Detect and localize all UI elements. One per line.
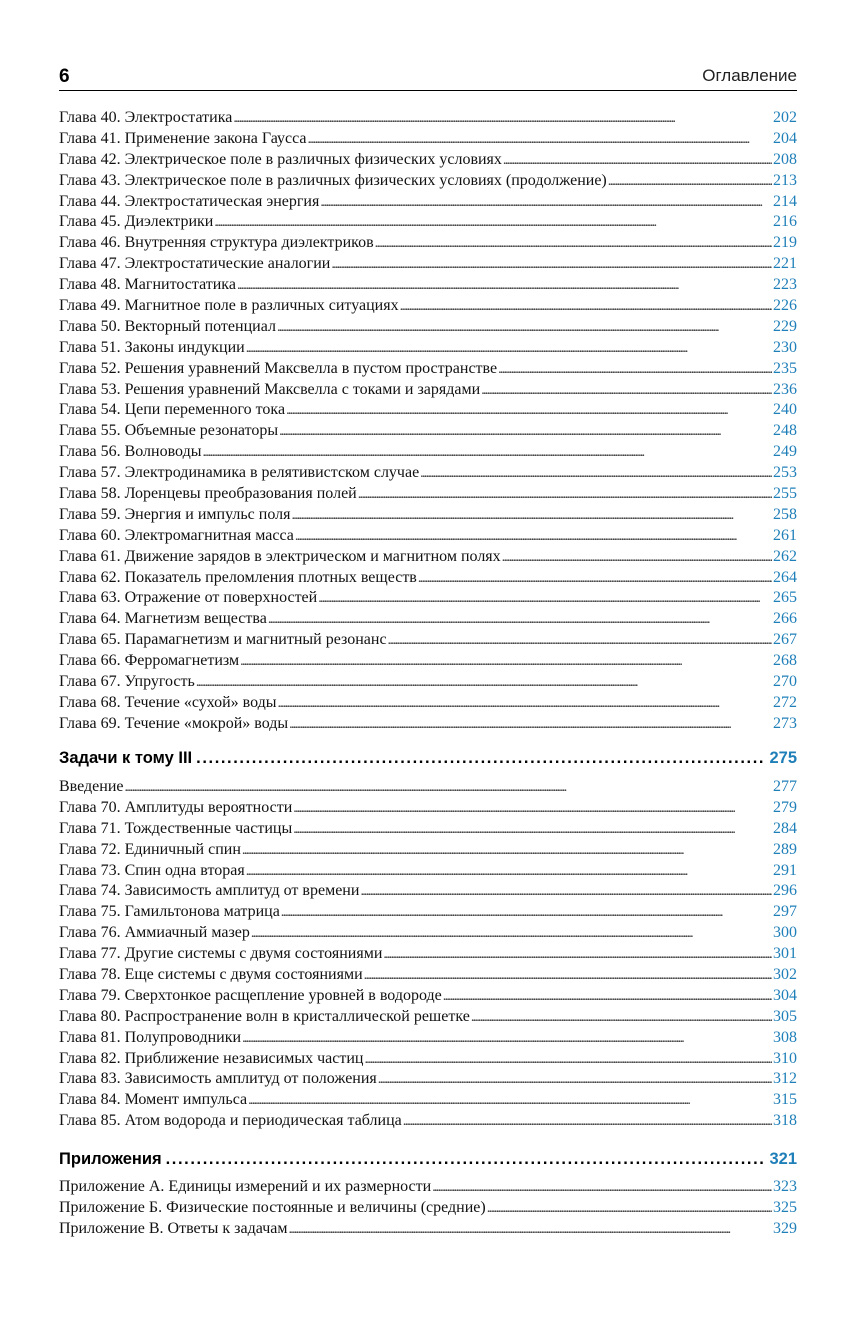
toc-entry[interactable] bbox=[59, 1112, 797, 1133]
toc-entry[interactable] bbox=[59, 109, 797, 130]
toc-entry-title: Глава 76. Аммиачный мазер bbox=[59, 924, 250, 942]
toc-entry[interactable] bbox=[59, 924, 797, 945]
toc-entry-page[interactable]: 262 bbox=[773, 547, 797, 565]
toc-entry[interactable] bbox=[59, 172, 797, 193]
leader-dots bbox=[125, 778, 773, 796]
leader-dots bbox=[400, 297, 772, 315]
toc-entry-page[interactable]: 308 bbox=[773, 1028, 797, 1046]
toc-entry-title: Введение bbox=[59, 778, 124, 795]
toc-entry-title: Глава 42. Электрическое поле в различных физических условиях bbox=[59, 150, 502, 168]
toc-entry[interactable] bbox=[59, 1178, 797, 1199]
toc-entry[interactable] bbox=[59, 255, 797, 276]
leader-dots bbox=[608, 172, 772, 190]
toc-block-chapters-40-69 bbox=[59, 109, 797, 736]
toc-entry[interactable] bbox=[59, 1008, 797, 1029]
toc-entry-page[interactable]: 323 bbox=[773, 1178, 797, 1195]
toc-entry-title: Глава 71. Тождественные частицы bbox=[59, 819, 293, 837]
toc-block-appendices bbox=[59, 1178, 797, 1241]
toc-entry[interactable] bbox=[59, 381, 797, 402]
leader-dots bbox=[432, 1178, 772, 1196]
toc-entry[interactable] bbox=[59, 1050, 797, 1071]
leader-dots bbox=[240, 652, 772, 670]
toc-entry-title: Глава 79. Сверхтонкое расщепление уровней в водороде bbox=[59, 986, 442, 1004]
toc-entry-page[interactable]: 208 bbox=[773, 150, 797, 168]
toc-entry[interactable] bbox=[59, 631, 797, 652]
toc-entry-title: Глава 75. Гамильтонова матрица bbox=[59, 903, 280, 921]
toc-entry[interactable] bbox=[59, 360, 797, 381]
toc-entry-page[interactable]: 214 bbox=[773, 192, 797, 210]
toc-entry-title: Глава 62. Показатель преломления плотных веществ bbox=[59, 568, 417, 586]
toc-entry-title: Глава 59. Энергия и импульс поля bbox=[59, 505, 291, 523]
leader-dots bbox=[214, 213, 772, 231]
toc-entry[interactable] bbox=[59, 401, 797, 422]
toc-entry[interactable] bbox=[59, 966, 797, 987]
toc-entry-title: Глава 67. Упругость bbox=[59, 673, 195, 691]
leader-dots bbox=[295, 527, 772, 545]
toc-entry-page[interactable]: 284 bbox=[773, 819, 797, 837]
leader-dots bbox=[378, 1070, 772, 1088]
leader-dots bbox=[364, 966, 772, 984]
toc-entry-title: Глава 51. Законы индукции bbox=[59, 338, 245, 356]
toc-entry-title: Глава 82. Приближение независимых частиц bbox=[59, 1049, 364, 1067]
leader-dots bbox=[166, 1150, 766, 1169]
toc-entry-title: Глава 52. Решения уравнений Максвелла в пустом пространстве bbox=[59, 359, 498, 377]
leader-dots bbox=[293, 799, 772, 817]
leader-dots bbox=[487, 1199, 772, 1217]
toc-entry[interactable] bbox=[59, 151, 797, 172]
leader-dots bbox=[278, 694, 772, 712]
leader-dots bbox=[242, 841, 772, 859]
toc-entry-page[interactable]: 221 bbox=[773, 255, 797, 273]
toc-entry[interactable] bbox=[59, 485, 797, 506]
leader-dots bbox=[388, 631, 772, 649]
leader-dots bbox=[277, 318, 772, 336]
leader-dots bbox=[331, 255, 772, 273]
leader-dots bbox=[291, 506, 772, 524]
toc-entry-title: Глава 80. Распространение волн в кристаллической решетке bbox=[59, 1007, 470, 1025]
leader-dots bbox=[418, 569, 772, 587]
toc-entry-title: Глава 73. Спин одна вторая bbox=[59, 861, 245, 879]
toc-entry[interactable] bbox=[59, 945, 797, 966]
leader-dots bbox=[293, 820, 772, 838]
toc-entry-title: Глава 77. Другие системы с двумя состояниями bbox=[59, 945, 383, 963]
leader-dots bbox=[471, 1008, 772, 1026]
toc-entry[interactable] bbox=[59, 318, 797, 339]
toc-entry-title: Глава 60. Электромагнитная масса bbox=[59, 526, 294, 544]
toc-entry[interactable] bbox=[59, 1220, 797, 1241]
toc-entry-title: Глава 78. Еще системы с двумя состояниями bbox=[59, 966, 363, 984]
toc-entry-page[interactable]: 279 bbox=[773, 798, 797, 816]
toc-entry[interactable] bbox=[59, 276, 797, 297]
toc-entry-title: Глава 46. Внутренняя структура диэлектриков bbox=[59, 234, 374, 252]
toc-entry-title: Глава 41. Применение закона Гаусса bbox=[59, 129, 307, 147]
toc-entry-page[interactable]: 318 bbox=[773, 1112, 797, 1130]
toc-entry-title: Глава 50. Векторный потенциал bbox=[59, 317, 276, 335]
toc-entry[interactable] bbox=[59, 862, 797, 883]
toc-entry-title: Глава 74. Зависимость амплитуд от времени bbox=[59, 882, 360, 900]
toc-entry-page[interactable]: 305 bbox=[773, 1007, 797, 1025]
toc-entry-title: Глава 81. Полупроводники bbox=[59, 1028, 242, 1046]
toc-entry-title: Глава 58. Лоренцевы преобразования полей bbox=[59, 485, 357, 503]
toc-entry-page[interactable]: 312 bbox=[773, 1070, 797, 1088]
leader-dots bbox=[375, 234, 772, 252]
leader-dots bbox=[358, 485, 772, 503]
toc-entry-page[interactable]: 273 bbox=[773, 714, 797, 732]
section-heading-title: Задачи к тому III bbox=[59, 749, 193, 767]
leader-dots bbox=[246, 339, 772, 357]
toc-entry-page[interactable]: 258 bbox=[773, 505, 797, 523]
section-heading-title: Приложения bbox=[59, 1150, 162, 1168]
leader-dots bbox=[248, 1091, 772, 1109]
section-heading-page: 275 bbox=[769, 749, 797, 767]
toc-entry-title: Глава 68. Течение «сухой» воды bbox=[59, 693, 277, 711]
toc-entry[interactable] bbox=[59, 213, 797, 234]
section-heading-page: 321 bbox=[769, 1150, 797, 1168]
toc-entry-title: Глава 53. Решения уравнений Максвелла с токами и зарядами bbox=[59, 380, 481, 398]
page-number: 6 bbox=[59, 66, 70, 87]
leader-dots bbox=[246, 862, 772, 880]
toc-entry-page[interactable]: 216 bbox=[773, 213, 797, 231]
toc-entry-page[interactable]: 268 bbox=[773, 652, 797, 670]
leader-dots bbox=[196, 749, 765, 768]
toc-entry-page[interactable]: 267 bbox=[773, 631, 797, 649]
leader-dots bbox=[196, 673, 772, 691]
toc-entry[interactable] bbox=[59, 715, 797, 736]
toc-entry[interactable] bbox=[59, 882, 797, 903]
toc-entry-page[interactable]: 202 bbox=[773, 109, 797, 126]
toc-entry[interactable] bbox=[59, 820, 797, 841]
toc-entry-title: Глава 54. Цепи переменного тока bbox=[59, 401, 286, 419]
toc-entry-page[interactable]: 270 bbox=[773, 673, 797, 691]
toc-entry-page[interactable]: 325 bbox=[773, 1198, 797, 1216]
toc-entry-page[interactable]: 277 bbox=[773, 778, 797, 795]
leader-dots bbox=[360, 882, 772, 900]
toc-block-chapters-70-85 bbox=[59, 778, 797, 1133]
leader-dots bbox=[202, 443, 772, 461]
leader-dots bbox=[443, 987, 772, 1005]
leader-dots bbox=[498, 360, 772, 378]
toc-entry-page[interactable]: 315 bbox=[773, 1091, 797, 1109]
leader-dots bbox=[481, 381, 772, 399]
toc-entry-page[interactable]: 289 bbox=[773, 840, 797, 858]
leader-dots bbox=[237, 276, 772, 294]
toc-entry-page[interactable]: 213 bbox=[773, 171, 797, 189]
toc-entry-title: Глава 63. Отражение от поверхностей bbox=[59, 589, 318, 607]
toc-entry[interactable] bbox=[59, 903, 797, 924]
toc-entry-page[interactable]: 255 bbox=[773, 485, 797, 503]
leader-dots bbox=[383, 945, 772, 963]
toc-entry[interactable] bbox=[59, 799, 797, 820]
toc-entry[interactable] bbox=[59, 339, 797, 360]
toc-entry-page[interactable]: 301 bbox=[773, 945, 797, 963]
toc-entry-title: Глава 61. Движение зарядов в электрическом и магнитном полях bbox=[59, 547, 501, 565]
toc-entry[interactable] bbox=[59, 569, 797, 590]
leader-dots bbox=[320, 193, 772, 211]
toc-entry-title: Глава 83. Зависимость амплитуд от положения bbox=[59, 1070, 377, 1088]
page-header bbox=[59, 64, 797, 91]
toc-entry-page[interactable]: 297 bbox=[773, 903, 797, 921]
toc-entry[interactable] bbox=[59, 1199, 797, 1220]
toc-entry-page[interactable]: 329 bbox=[773, 1219, 797, 1237]
leader-dots bbox=[251, 924, 772, 942]
toc-entry-page[interactable]: 272 bbox=[773, 693, 797, 711]
toc-entry[interactable] bbox=[59, 987, 797, 1008]
toc-entry-page[interactable]: 302 bbox=[773, 966, 797, 984]
toc-entry-title: Приложение В. Ответы к задачам bbox=[59, 1219, 288, 1237]
toc-entry-page[interactable]: 248 bbox=[773, 422, 797, 440]
leader-dots bbox=[286, 401, 772, 419]
leader-dots bbox=[289, 715, 772, 733]
toc-entry-page[interactable]: 264 bbox=[773, 568, 797, 586]
toc-entry-title: Глава 70. Амплитуды вероятности bbox=[59, 798, 293, 816]
toc-entry-page[interactable]: 223 bbox=[773, 276, 797, 294]
toc-entry-page[interactable]: 304 bbox=[773, 986, 797, 1004]
toc-entry[interactable] bbox=[59, 297, 797, 318]
section-heading-appendix[interactable] bbox=[59, 1150, 797, 1169]
toc-entry[interactable] bbox=[59, 506, 797, 527]
toc-entry-page[interactable]: 236 bbox=[773, 380, 797, 398]
toc-entry[interactable] bbox=[59, 422, 797, 443]
leader-dots bbox=[420, 464, 772, 482]
leader-dots bbox=[503, 151, 772, 169]
toc-entry-page[interactable]: 300 bbox=[773, 924, 797, 942]
toc-entry[interactable] bbox=[59, 610, 797, 631]
toc-entry-page[interactable]: 261 bbox=[773, 526, 797, 544]
leader-dots bbox=[268, 610, 772, 628]
leader-dots bbox=[288, 1220, 772, 1238]
toc-entry[interactable] bbox=[59, 234, 797, 255]
toc-entry[interactable] bbox=[59, 1029, 797, 1050]
leader-dots bbox=[502, 548, 772, 566]
toc-entry-title: Глава 40. Электростатика bbox=[59, 109, 233, 126]
toc-entry[interactable] bbox=[59, 1070, 797, 1091]
toc-entry[interactable] bbox=[59, 589, 797, 610]
toc-entry[interactable] bbox=[59, 130, 797, 151]
toc-entry-title: Глава 64. Магнетизм вещества bbox=[59, 610, 267, 628]
toc-entry-title: Глава 84. Момент импульса bbox=[59, 1091, 248, 1109]
toc-entry[interactable] bbox=[59, 193, 797, 214]
toc-entry[interactable] bbox=[59, 1091, 797, 1112]
toc-entry-page[interactable]: 204 bbox=[773, 129, 797, 147]
leader-dots bbox=[242, 1029, 772, 1047]
toc-entry-page[interactable]: 235 bbox=[773, 359, 797, 377]
toc-entry-title: Глава 57. Электродинамика в релятивистском случае bbox=[59, 464, 420, 482]
running-title: Оглавление bbox=[702, 66, 797, 85]
toc-entry-title: Глава 44. Электростатическая энергия bbox=[59, 192, 320, 210]
section-heading-tasks[interactable] bbox=[59, 749, 797, 768]
toc-entry[interactable] bbox=[59, 443, 797, 464]
toc-entry-title: Глава 65. Парамагнетизм и магнитный резонанс bbox=[59, 631, 387, 649]
toc-entry[interactable] bbox=[59, 548, 797, 569]
toc-entry[interactable] bbox=[59, 652, 797, 673]
toc-entry[interactable] bbox=[59, 673, 797, 694]
leader-dots bbox=[279, 422, 772, 440]
toc-entry-title: Глава 66. Ферромагнетизм bbox=[59, 652, 240, 670]
leader-dots bbox=[281, 903, 772, 921]
toc-entry-page[interactable]: 291 bbox=[773, 861, 797, 879]
toc-entry-title: Глава 56. Волноводы bbox=[59, 443, 202, 461]
leader-dots bbox=[318, 589, 772, 607]
toc-entry-page[interactable]: 229 bbox=[773, 317, 797, 335]
leader-dots bbox=[403, 1112, 772, 1130]
toc-entry-title: Глава 55. Объемные резонаторы bbox=[59, 422, 279, 440]
toc-entry[interactable] bbox=[59, 694, 797, 715]
toc-entry-title: Приложение А. Единицы измерений и их размерности bbox=[59, 1178, 432, 1195]
toc-entry-title: Приложение Б. Физические постоянные и величины (средние) bbox=[59, 1198, 486, 1216]
toc-entry-page[interactable]: 230 bbox=[773, 338, 797, 356]
toc-entry-page[interactable]: 226 bbox=[773, 297, 797, 315]
toc-entry-title: Глава 85. Атом водорода и периодическая таблица bbox=[59, 1112, 402, 1130]
toc-entry-title: Глава 48. Магнитостатика bbox=[59, 276, 236, 294]
toc-entry[interactable] bbox=[59, 778, 797, 799]
toc-entry-title: Глава 43. Электрическое поле в различных физических условиях (продолжение) bbox=[59, 171, 607, 189]
toc-entry-title: Глава 69. Течение «мокрой» воды bbox=[59, 714, 289, 732]
toc-entry-page[interactable]: 265 bbox=[773, 589, 797, 607]
toc-entry-title: Глава 47. Электростатические аналогии bbox=[59, 255, 331, 273]
toc-entry[interactable] bbox=[59, 464, 797, 485]
toc-entry-page[interactable]: 266 bbox=[773, 610, 797, 628]
toc-entry-title: Глава 45. Диэлектрики bbox=[59, 213, 214, 231]
toc-entry[interactable] bbox=[59, 841, 797, 862]
toc-entry-title: Глава 72. Единичный спин bbox=[59, 840, 241, 858]
toc-entry-page[interactable]: 249 bbox=[773, 443, 797, 461]
toc-entry-page[interactable]: 253 bbox=[773, 464, 797, 482]
toc-entry[interactable] bbox=[59, 527, 797, 548]
toc-entry-page[interactable]: 219 bbox=[773, 234, 797, 252]
toc-entry-title: Глава 49. Магнитное поле в различных ситуациях bbox=[59, 297, 399, 315]
leader-dots bbox=[233, 109, 772, 127]
toc-entry-page[interactable]: 296 bbox=[773, 882, 797, 900]
toc-entry-page[interactable]: 240 bbox=[773, 401, 797, 419]
toc-entry-page[interactable]: 310 bbox=[773, 1049, 797, 1067]
leader-dots bbox=[364, 1050, 772, 1068]
leader-dots bbox=[308, 130, 773, 148]
